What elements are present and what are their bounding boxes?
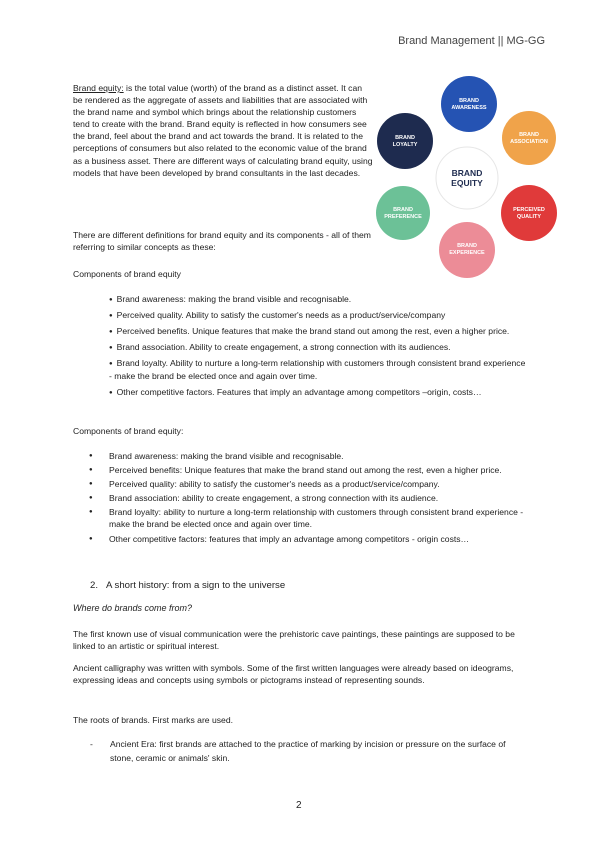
node-perceived-quality-line2: QUALITY bbox=[516, 214, 542, 220]
subheading: Where do brands come from? bbox=[73, 603, 193, 613]
node-brand-awareness-line1: BRAND bbox=[459, 98, 479, 104]
section-heading bbox=[90, 580, 285, 591]
node-brand-loyalty-line1: BRAND bbox=[395, 135, 415, 141]
list-item: ● Other competitive factors: features that imply an advantage among competitors - origin costs… bbox=[109, 533, 524, 545]
diagram-center-line1: BRAND bbox=[451, 168, 483, 178]
list-item: ● Perceived quality. Ability to satisfy the customer's needs as a product/service/company bbox=[109, 309, 529, 322]
components-heading-2: Components of brand equity: bbox=[73, 426, 184, 436]
components-heading-1: Components of brand equity bbox=[73, 269, 181, 279]
list-item: ● Brand association. Ability to create engagement, a strong connection with its audiences. bbox=[109, 341, 529, 354]
components-list-2 bbox=[109, 450, 524, 547]
node-perceived-quality bbox=[501, 185, 557, 241]
components-list-1 bbox=[109, 293, 529, 402]
node-brand-experience bbox=[439, 222, 495, 278]
paragraph-cave-paintings: The first known use of visual communication were the prehistoric cave paintings, these paintings are supposed to be linked to an artistic or spiritual interest. bbox=[73, 629, 515, 652]
list-item: ● Perceived benefits: Unique features that make the brand stand out among the rest, even a higher price. bbox=[109, 464, 524, 476]
definitions-intro: There are different definitions for brand equity and its components - all of them referring to similar concepts as these: bbox=[73, 230, 371, 253]
list-item: ● Brand loyalty. Ability to nurture a long-term relationship with customers through consistent brand experience - make the brand be elected once and again over time. bbox=[109, 357, 529, 382]
node-brand-awareness bbox=[441, 76, 497, 132]
list-item: ● Perceived benefits. Unique features that make the brand stand out among the rest, even a higher price. bbox=[109, 325, 529, 338]
paragraph-roots: The roots of brands. First marks are used. bbox=[73, 715, 233, 725]
node-brand-experience-line1: BRAND bbox=[457, 243, 477, 249]
node-brand-association-line1: BRAND bbox=[519, 132, 539, 138]
node-brand-preference-line2: PREFERENCE bbox=[384, 214, 422, 220]
list-item: ● Brand awareness: making the brand visible and recognisable. bbox=[109, 293, 529, 306]
section-title: A short history: from a sign to the universe bbox=[106, 580, 286, 591]
node-brand-preference-circle bbox=[376, 186, 430, 240]
page-header: Brand Management || MG-GG bbox=[398, 35, 545, 47]
node-perceived-quality-circle bbox=[501, 185, 557, 241]
intro-text: is the total value (worth) of the brand as a distinct asset. It can be rendered as the aggregate of assets and liabilities that are associated with the brand name and symbol which brings about the relationship customers tend to create with the brand. Brand equity is reflected in how consumers see the brand, feel about the brand and act towards the brand. It is related to the perceptions of consumers but also related to the economic value of the brand as a business asset. There are different ways of calculating brand equity, using models that have been developed by brand consultants in the last decades. bbox=[73, 83, 373, 178]
node-brand-awareness-line2: AWARENESS bbox=[451, 105, 487, 111]
node-brand-association bbox=[502, 111, 556, 165]
dash-marker: - bbox=[90, 739, 93, 749]
diagram-center bbox=[436, 147, 498, 209]
node-brand-preference-line1: BRAND bbox=[393, 207, 413, 213]
dash-text: Ancient Era: first brands are attached to the practice of marking by incision or pressure on the surface of stone, ceramic or animals' skin. bbox=[110, 739, 506, 763]
dash-list-item bbox=[90, 737, 510, 765]
brand-equity-term: Brand equity: bbox=[73, 83, 124, 93]
node-perceived-quality-line1: PERCEIVED bbox=[513, 207, 545, 213]
node-brand-preference bbox=[376, 186, 430, 240]
paragraph-calligraphy: Ancient calligraphy was written with symbols. Some of the first written languages were already based on ideograms, expressing ideas and concepts using symbols or pictograms instead of representing sounds. bbox=[73, 663, 514, 686]
node-brand-experience-line2: EXPERIENCE bbox=[449, 250, 485, 256]
node-brand-awareness-circle bbox=[441, 76, 497, 132]
brand-equity-diagram bbox=[370, 75, 565, 280]
list-item: ● Brand association: ability to create engagement, a strong connection with its audience. bbox=[109, 492, 524, 504]
diagram-center-line2: EQUITY bbox=[451, 178, 483, 188]
list-item: ● Perceived quality: ability to satisfy the customer's needs as a product/service/company. bbox=[109, 478, 524, 490]
list-item: ● Brand awareness: making the brand visible and recognisable. bbox=[109, 450, 524, 462]
node-brand-loyalty bbox=[377, 113, 433, 169]
page-number: 2 bbox=[296, 800, 302, 811]
intro-paragraph bbox=[73, 82, 373, 179]
section-number: 2. bbox=[90, 580, 99, 591]
node-brand-association-circle bbox=[502, 111, 556, 165]
list-item: ● Other competitive factors. Features that imply an advantage among competitors –origin, costs… bbox=[109, 386, 529, 399]
node-brand-loyalty-line2: LOYALTY bbox=[392, 142, 418, 148]
node-brand-loyalty-circle bbox=[377, 113, 433, 169]
node-brand-association-line2: ASSOCIATION bbox=[510, 139, 548, 145]
list-item: ● Brand loyalty: ability to nurture a long-term relationship with customers through consistent brand experience - make the brand be elected once and again over time. bbox=[109, 506, 524, 530]
